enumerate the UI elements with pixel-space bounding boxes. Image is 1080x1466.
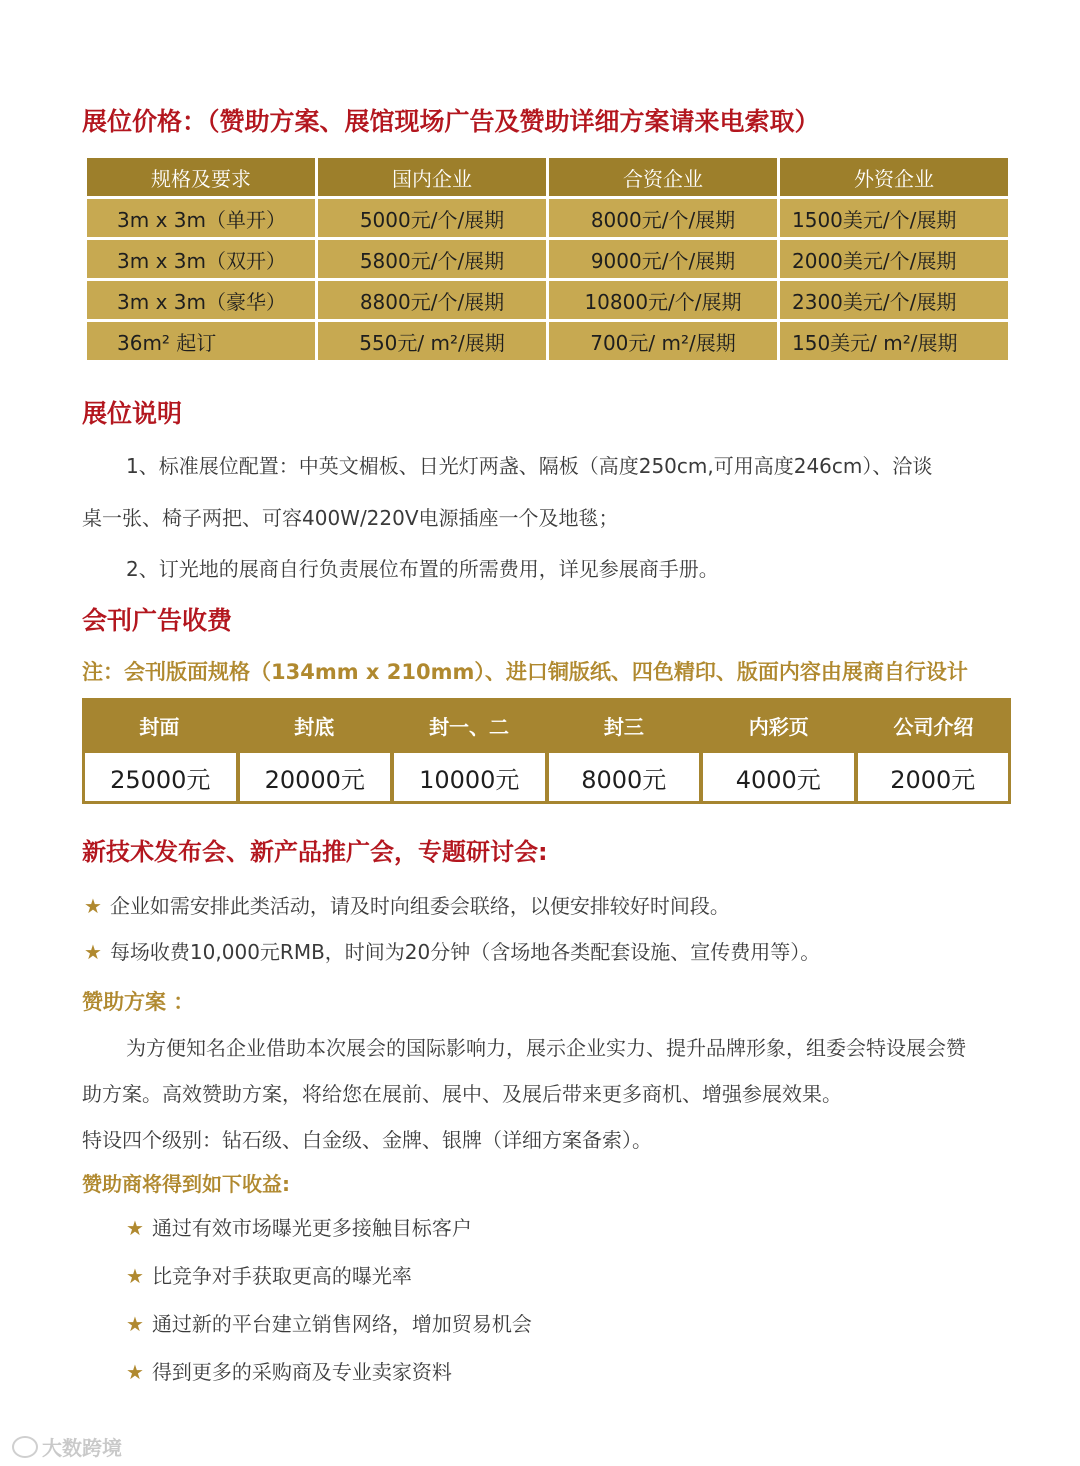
price-row [87,281,1008,319]
price-row [87,240,1008,278]
booth-line-2: 2、订光地的展商自行负责展位布置的所需费用，详见参展商手册。 [126,557,719,581]
benefit-text: 通过新的平台建立销售网络，增加贸易机会 [151,1312,532,1336]
ad-header-company-intro: 公司介绍 [893,715,974,739]
watermark-logo-icon [12,1436,38,1458]
price-cell: 5800元/个/展期 [318,240,546,278]
price-cell: 700元/ m²/展期 [549,322,777,360]
booth-line-1a: 1、标准展位配置：中英文楣板、日光灯两盏、隔板（高度250cm,可用高度246cm）、洽谈 [126,454,933,478]
benefit-text: 得到更多的采购商及专业卖家资料 [151,1360,452,1384]
star-icon: ★ [126,1264,144,1288]
watermark [12,1432,122,1461]
price-section-title: 展位价格：（赞助方案、展馆现场广告及赞助详细方案请来电索取） [82,107,820,136]
price-cell: 2000美元/个/展期 [780,240,1008,278]
event-item [84,936,820,965]
price-row [87,322,1008,360]
price-table-header [87,158,1008,196]
star-icon: ★ [126,1216,144,1240]
booth-section-title: 展位说明 [82,399,183,428]
ad-table-header [82,698,1011,753]
ad-header-cover: 封面 [139,715,180,739]
ad-header-back-cover: 封底 [294,715,335,739]
price-cell: 36m² 起订 [87,322,315,360]
price-cell: 3m x 3m（豪华） [87,281,315,319]
price-header-spec: 规格及要求 [87,158,315,196]
price-cell: 5000元/个/展期 [318,199,546,237]
ad-section-title: 会刊广告收费 [82,606,233,635]
benefit-text: 通过有效市场曝光更多接触目标客户 [151,1216,472,1240]
price-header-jv: 合资企业 [549,158,777,196]
booth-line-1b: 桌一张、椅子两把、可容400W/220V电源插座一个及地毯； [82,506,619,530]
ad-price-cell: 8000元 [549,753,700,801]
event-item-text: 企业如需安排此类活动，请及时向组委会联络，以便安排较好时间段。 [109,894,730,918]
sponsor-para-1b: 助方案。高效赞助方案，将给您在展前、展中、及展后带来更多商机、增强参展效果。 [82,1082,842,1106]
price-row [87,199,1008,237]
benefit-item [126,1260,412,1289]
ad-price-cell: 25000元 [85,753,236,801]
price-cell: 1500美元/个/展期 [780,199,1008,237]
ad-header-color-page: 内彩页 [748,715,809,739]
sponsor-para-2: 特设四个级别：钻石级、白金级、金牌、银牌（详细方案备索）。 [82,1128,652,1152]
price-header-foreign: 外资企业 [780,158,1008,196]
price-cell: 2300美元/个/展期 [780,281,1008,319]
watermark-text: 大数跨境 [42,1436,122,1460]
sponsor-benefits-title: 赞助商将得到如下收益: [82,1172,290,1196]
ad-table-prices [85,753,1008,801]
sponsor-section-title: 赞助方案 ： [82,990,195,1014]
price-table [84,155,1011,363]
benefit-item [126,1212,472,1241]
price-cell: 8000元/个/展期 [549,199,777,237]
event-item [84,890,730,919]
price-cell: 10800元/个/展期 [549,281,777,319]
ad-header-inside-front: 封一、二 [429,715,510,739]
price-header-domestic: 国内企业 [318,158,546,196]
ad-price-table [82,698,1011,804]
star-icon: ★ [84,940,102,964]
star-icon: ★ [126,1312,144,1336]
price-cell: 3m x 3m（单开） [87,199,315,237]
star-icon: ★ [126,1360,144,1384]
benefit-item [126,1308,532,1337]
price-cell: 8800元/个/展期 [318,281,546,319]
price-cell: 3m x 3m（双开） [87,240,315,278]
price-cell: 150美元/ m²/展期 [780,322,1008,360]
price-cell: 9000元/个/展期 [549,240,777,278]
ad-price-cell: 10000元 [394,753,545,801]
benefit-item [126,1356,452,1385]
benefit-text: 比竞争对手获取更高的曝光率 [151,1264,412,1288]
price-cell: 550元/ m²/展期 [318,322,546,360]
sponsor-para-1a: 为方便知名企业借助本次展会的国际影响力，展示企业实力、提升品牌形象，组委会特设展会赞 [126,1036,966,1060]
ad-header-inside-back: 封三 [603,715,644,739]
ad-price-cell: 2000元 [858,753,1009,801]
event-item-text: 每场收费10,000元RMB，时间为20分钟（含场地各类配套设施、宣传费用等）。 [109,940,821,964]
ad-note: 注：会刊版面规格（134mm x 210mm）、进口铜版纸、四色精印、版面内容由展商自行设计 [82,660,968,684]
star-icon: ★ [84,894,102,918]
ad-price-cell: 20000元 [240,753,391,801]
ad-price-cell: 4000元 [703,753,854,801]
event-section-title: 新技术发布会、新产品推广会，专题研讨会: [82,838,548,866]
